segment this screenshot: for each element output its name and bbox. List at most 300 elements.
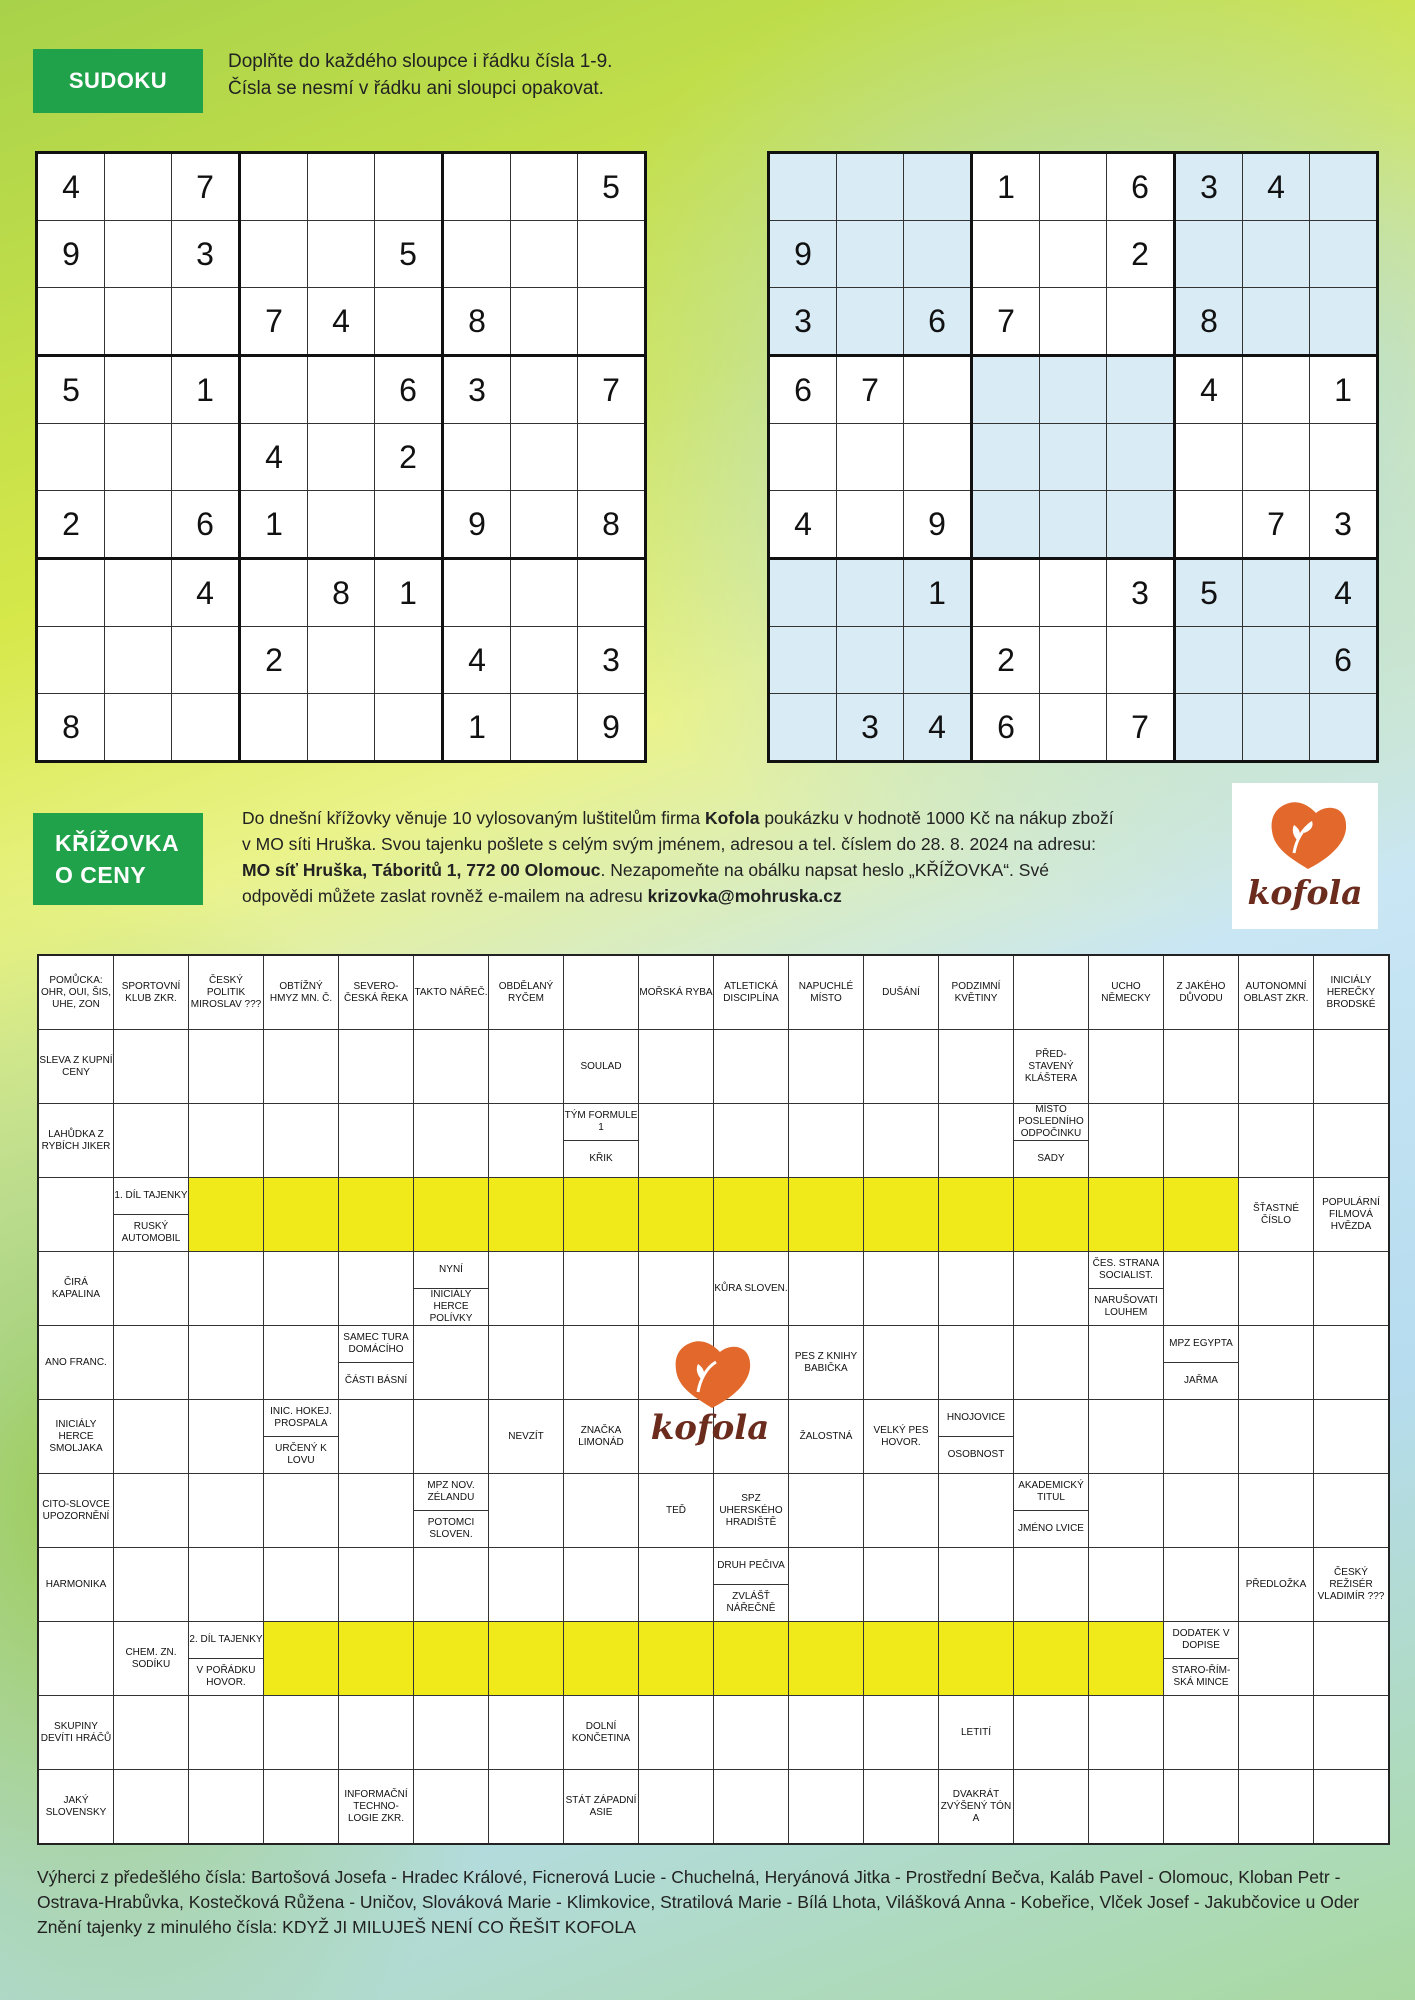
info-email[interactable]: krizovka@mohruska.cz	[647, 886, 842, 906]
sudoku-cell[interactable]	[1310, 424, 1378, 491]
sudoku-cell[interactable]	[1040, 356, 1107, 424]
sudoku-cell[interactable]: 4	[443, 627, 511, 694]
solution-cell[interactable]	[414, 1178, 489, 1252]
answer-cell[interactable]	[1089, 1104, 1164, 1178]
answer-cell[interactable]	[189, 1696, 264, 1770]
answer-cell[interactable]	[639, 1548, 714, 1622]
answer-cell[interactable]	[789, 1696, 864, 1770]
answer-cell[interactable]	[1314, 1474, 1390, 1548]
sudoku-cell[interactable]: 6	[904, 288, 972, 356]
sudoku-cell[interactable]	[105, 288, 172, 356]
answer-cell[interactable]	[639, 1770, 714, 1845]
answer-cell[interactable]	[939, 1474, 1014, 1548]
answer-cell[interactable]	[114, 1326, 189, 1400]
sudoku-cell[interactable]	[240, 221, 308, 288]
answer-cell[interactable]	[1014, 1548, 1089, 1622]
sudoku-cell[interactable]: 4	[37, 153, 105, 221]
sudoku-cell[interactable]	[904, 356, 972, 424]
answer-cell[interactable]	[1239, 1326, 1314, 1400]
answer-cell[interactable]	[1164, 1548, 1239, 1622]
sudoku-cell[interactable]: 7	[240, 288, 308, 356]
solution-cell[interactable]	[939, 1622, 1014, 1696]
answer-cell[interactable]	[264, 1474, 339, 1548]
answer-cell[interactable]	[339, 1030, 414, 1104]
answer-cell[interactable]	[414, 1548, 489, 1622]
sudoku-cell[interactable]	[972, 424, 1040, 491]
answer-cell[interactable]	[714, 1770, 789, 1845]
sudoku-cell[interactable]	[375, 694, 443, 762]
sudoku-cell[interactable]	[837, 424, 904, 491]
answer-cell[interactable]	[189, 1326, 264, 1400]
sudoku-cell[interactable]	[172, 288, 240, 356]
sudoku-cell[interactable]: 7	[837, 356, 904, 424]
sudoku-cell[interactable]	[1243, 356, 1310, 424]
sudoku-cell[interactable]	[443, 424, 511, 491]
sudoku-cell[interactable]	[904, 153, 972, 221]
sudoku-cell[interactable]	[443, 221, 511, 288]
sudoku-cell[interactable]: 6	[375, 356, 443, 424]
answer-cell[interactable]	[864, 1252, 939, 1326]
sudoku-cell[interactable]: 8	[578, 491, 646, 559]
sudoku-cell[interactable]: 9	[904, 491, 972, 559]
answer-cell[interactable]	[1314, 1770, 1390, 1845]
sudoku-cell[interactable]: 8	[308, 559, 375, 627]
sudoku-cell[interactable]	[37, 559, 105, 627]
answer-cell[interactable]	[489, 1326, 564, 1400]
answer-cell[interactable]	[1089, 1326, 1164, 1400]
sudoku-cell[interactable]	[511, 356, 578, 424]
sudoku-cell[interactable]	[837, 491, 904, 559]
sudoku-cell[interactable]	[904, 221, 972, 288]
answer-cell[interactable]	[789, 1548, 864, 1622]
answer-cell[interactable]	[864, 1548, 939, 1622]
sudoku-cell[interactable]	[1107, 627, 1175, 694]
sudoku-cell[interactable]: 2	[1107, 221, 1175, 288]
answer-cell[interactable]	[38, 1622, 114, 1696]
sudoku-cell[interactable]: 3	[1175, 153, 1243, 221]
answer-cell[interactable]	[414, 1770, 489, 1845]
answer-cell[interactable]	[564, 1326, 639, 1400]
sudoku-cell[interactable]	[443, 153, 511, 221]
answer-cell[interactable]	[489, 1474, 564, 1548]
sudoku-cell[interactable]	[972, 356, 1040, 424]
sudoku-cell[interactable]	[1310, 288, 1378, 356]
sudoku-cell[interactable]	[105, 424, 172, 491]
sudoku-cell[interactable]: 7	[972, 288, 1040, 356]
sudoku-cell[interactable]	[511, 153, 578, 221]
answer-cell[interactable]	[38, 1178, 114, 1252]
sudoku-cell[interactable]	[37, 288, 105, 356]
sudoku-cell[interactable]	[511, 221, 578, 288]
sudoku-cell[interactable]	[578, 424, 646, 491]
solution-cell[interactable]	[1089, 1622, 1164, 1696]
sudoku-cell[interactable]	[1243, 559, 1310, 627]
solution-cell[interactable]	[639, 1622, 714, 1696]
answer-cell[interactable]	[1014, 1252, 1089, 1326]
sudoku-cell[interactable]: 6	[172, 491, 240, 559]
answer-cell[interactable]	[189, 1770, 264, 1845]
sudoku-cell[interactable]	[1107, 491, 1175, 559]
solution-cell[interactable]	[789, 1622, 864, 1696]
answer-cell[interactable]	[639, 1030, 714, 1104]
answer-cell[interactable]	[114, 1104, 189, 1178]
sudoku-cell[interactable]	[769, 627, 837, 694]
answer-cell[interactable]	[1314, 1252, 1390, 1326]
answer-cell[interactable]	[414, 1400, 489, 1474]
sudoku-cell[interactable]: 5	[375, 221, 443, 288]
answer-cell[interactable]	[264, 1548, 339, 1622]
sudoku-cell[interactable]	[240, 559, 308, 627]
sudoku-cell[interactable]: 5	[1175, 559, 1243, 627]
answer-cell[interactable]	[1239, 1770, 1314, 1845]
answer-cell[interactable]	[414, 1696, 489, 1770]
answer-cell[interactable]	[1314, 1104, 1390, 1178]
answer-cell[interactable]	[1014, 955, 1089, 1030]
answer-cell[interactable]	[114, 1030, 189, 1104]
sudoku-cell[interactable]	[1310, 694, 1378, 762]
sudoku-cell[interactable]	[375, 153, 443, 221]
answer-cell[interactable]	[1239, 1104, 1314, 1178]
answer-cell[interactable]	[1014, 1400, 1089, 1474]
answer-cell[interactable]	[264, 1104, 339, 1178]
answer-cell[interactable]	[1089, 1030, 1164, 1104]
sudoku-cell[interactable]	[1175, 491, 1243, 559]
answer-cell[interactable]	[264, 1326, 339, 1400]
sudoku-cell[interactable]: 7	[172, 153, 240, 221]
answer-cell[interactable]	[1164, 1770, 1239, 1845]
answer-cell[interactable]	[639, 1104, 714, 1178]
sudoku-cell[interactable]	[1310, 221, 1378, 288]
answer-cell[interactable]	[789, 1474, 864, 1548]
answer-cell[interactable]	[639, 1696, 714, 1770]
solution-cell[interactable]	[639, 1178, 714, 1252]
sudoku-cell[interactable]	[1040, 153, 1107, 221]
sudoku-cell[interactable]	[1040, 288, 1107, 356]
answer-cell[interactable]	[939, 1030, 1014, 1104]
sudoku-cell[interactable]	[511, 491, 578, 559]
answer-cell[interactable]	[714, 1030, 789, 1104]
answer-cell[interactable]	[489, 1548, 564, 1622]
sudoku-cell[interactable]	[1243, 627, 1310, 694]
answer-cell[interactable]	[789, 1252, 864, 1326]
sudoku-cell[interactable]	[1040, 559, 1107, 627]
sudoku-cell[interactable]	[308, 491, 375, 559]
sudoku-cell[interactable]: 5	[578, 153, 646, 221]
sudoku-cell[interactable]	[972, 559, 1040, 627]
sudoku-cell[interactable]	[240, 356, 308, 424]
sudoku-cell[interactable]: 1	[240, 491, 308, 559]
answer-cell[interactable]	[114, 1252, 189, 1326]
sudoku-cell[interactable]	[1107, 288, 1175, 356]
sudoku-cell[interactable]	[837, 153, 904, 221]
answer-cell[interactable]	[414, 1030, 489, 1104]
answer-cell[interactable]	[264, 1770, 339, 1845]
sudoku-grid-2[interactable]	[767, 151, 1379, 763]
answer-cell[interactable]	[1164, 1696, 1239, 1770]
sudoku-cell[interactable]	[1040, 491, 1107, 559]
solution-cell[interactable]	[789, 1178, 864, 1252]
sudoku-cell[interactable]	[578, 288, 646, 356]
answer-cell[interactable]	[939, 1326, 1014, 1400]
sudoku-cell[interactable]	[308, 424, 375, 491]
answer-cell[interactable]	[339, 1400, 414, 1474]
answer-cell[interactable]	[189, 1252, 264, 1326]
sudoku-cell[interactable]	[308, 694, 375, 762]
solution-cell[interactable]	[564, 1622, 639, 1696]
sudoku-cell[interactable]: 6	[972, 694, 1040, 762]
sudoku-cell[interactable]: 6	[1310, 627, 1378, 694]
sudoku-cell[interactable]	[105, 627, 172, 694]
sudoku-cell[interactable]: 2	[240, 627, 308, 694]
answer-cell[interactable]	[189, 1474, 264, 1548]
sudoku-cell[interactable]	[1310, 153, 1378, 221]
answer-cell[interactable]	[489, 1030, 564, 1104]
answer-cell[interactable]	[489, 1252, 564, 1326]
answer-cell[interactable]	[114, 1400, 189, 1474]
sudoku-cell[interactable]	[1107, 356, 1175, 424]
sudoku-cell[interactable]	[578, 559, 646, 627]
answer-cell[interactable]	[189, 1030, 264, 1104]
sudoku-cell[interactable]: 5	[37, 356, 105, 424]
answer-cell[interactable]	[1239, 1252, 1314, 1326]
sudoku-cell[interactable]	[1243, 694, 1310, 762]
sudoku-cell[interactable]: 4	[904, 694, 972, 762]
sudoku-cell[interactable]	[904, 627, 972, 694]
sudoku-cell[interactable]	[105, 356, 172, 424]
answer-cell[interactable]	[864, 1326, 939, 1400]
answer-cell[interactable]	[864, 1696, 939, 1770]
sudoku-cell[interactable]	[769, 424, 837, 491]
sudoku-cell[interactable]: 9	[769, 221, 837, 288]
sudoku-cell[interactable]	[1243, 221, 1310, 288]
sudoku-cell[interactable]: 4	[240, 424, 308, 491]
sudoku-cell[interactable]: 3	[837, 694, 904, 762]
solution-cell[interactable]	[189, 1178, 264, 1252]
answer-cell[interactable]	[1014, 1770, 1089, 1845]
answer-cell[interactable]	[339, 1104, 414, 1178]
sudoku-cell[interactable]	[1243, 288, 1310, 356]
sudoku-cell[interactable]	[240, 694, 308, 762]
solution-cell[interactable]	[489, 1622, 564, 1696]
answer-cell[interactable]	[1164, 1104, 1239, 1178]
solution-cell[interactable]	[1164, 1178, 1239, 1252]
solution-cell[interactable]	[1014, 1178, 1089, 1252]
answer-cell[interactable]	[714, 1696, 789, 1770]
answer-cell[interactable]	[939, 1104, 1014, 1178]
solution-cell[interactable]	[1089, 1178, 1164, 1252]
sudoku-cell[interactable]	[1175, 221, 1243, 288]
sudoku-cell[interactable]: 2	[375, 424, 443, 491]
answer-cell[interactable]	[489, 1696, 564, 1770]
sudoku-cell[interactable]: 2	[972, 627, 1040, 694]
answer-cell[interactable]	[1164, 1252, 1239, 1326]
sudoku-cell[interactable]	[511, 424, 578, 491]
answer-cell[interactable]	[864, 1474, 939, 1548]
sudoku-cell[interactable]	[375, 627, 443, 694]
answer-cell[interactable]	[639, 1252, 714, 1326]
sudoku-cell[interactable]: 8	[443, 288, 511, 356]
sudoku-cell[interactable]	[37, 424, 105, 491]
solution-cell[interactable]	[714, 1622, 789, 1696]
solution-cell[interactable]	[339, 1622, 414, 1696]
answer-cell[interactable]	[789, 1104, 864, 1178]
sudoku-cell[interactable]: 4	[1243, 153, 1310, 221]
answer-cell[interactable]	[1089, 1770, 1164, 1845]
sudoku-cell[interactable]	[443, 559, 511, 627]
solution-cell[interactable]	[489, 1178, 564, 1252]
answer-cell[interactable]	[1314, 1030, 1390, 1104]
answer-cell[interactable]	[1239, 1696, 1314, 1770]
sudoku-cell[interactable]: 1	[443, 694, 511, 762]
sudoku-cell[interactable]	[172, 424, 240, 491]
answer-cell[interactable]	[1089, 1400, 1164, 1474]
sudoku-cell[interactable]	[375, 288, 443, 356]
answer-cell[interactable]	[264, 1252, 339, 1326]
solution-cell[interactable]	[864, 1622, 939, 1696]
solution-cell[interactable]	[1014, 1622, 1089, 1696]
sudoku-cell[interactable]: 8	[1175, 288, 1243, 356]
sudoku-cell[interactable]	[105, 491, 172, 559]
sudoku-cell[interactable]: 7	[578, 356, 646, 424]
solution-cell[interactable]	[264, 1622, 339, 1696]
solution-cell[interactable]	[714, 1178, 789, 1252]
sudoku-cell[interactable]	[769, 694, 837, 762]
answer-cell[interactable]	[939, 1252, 1014, 1326]
answer-cell[interactable]	[1164, 1400, 1239, 1474]
sudoku-grid-1[interactable]	[35, 151, 647, 763]
sudoku-cell[interactable]	[769, 153, 837, 221]
sudoku-cell[interactable]: 3	[1107, 559, 1175, 627]
answer-cell[interactable]	[939, 1548, 1014, 1622]
sudoku-cell[interactable]: 1	[375, 559, 443, 627]
sudoku-cell[interactable]: 3	[769, 288, 837, 356]
answer-cell[interactable]	[564, 1548, 639, 1622]
sudoku-cell[interactable]: 6	[1107, 153, 1175, 221]
sudoku-cell[interactable]	[837, 288, 904, 356]
sudoku-cell[interactable]	[837, 559, 904, 627]
sudoku-cell[interactable]	[837, 221, 904, 288]
sudoku-cell[interactable]: 1	[972, 153, 1040, 221]
sudoku-cell[interactable]: 1	[172, 356, 240, 424]
sudoku-cell[interactable]	[1040, 627, 1107, 694]
sudoku-cell[interactable]	[904, 424, 972, 491]
sudoku-cell[interactable]: 4	[308, 288, 375, 356]
sudoku-cell[interactable]: 8	[37, 694, 105, 762]
answer-cell[interactable]	[1089, 1696, 1164, 1770]
answer-cell[interactable]	[1239, 1474, 1314, 1548]
answer-cell[interactable]	[189, 1104, 264, 1178]
sudoku-cell[interactable]	[308, 627, 375, 694]
answer-cell[interactable]	[189, 1548, 264, 1622]
answer-cell[interactable]	[1314, 1326, 1390, 1400]
sudoku-cell[interactable]: 6	[769, 356, 837, 424]
sudoku-cell[interactable]	[578, 221, 646, 288]
sudoku-cell[interactable]: 4	[1175, 356, 1243, 424]
answer-cell[interactable]	[339, 1696, 414, 1770]
answer-cell[interactable]	[864, 1104, 939, 1178]
answer-cell[interactable]	[1314, 1400, 1390, 1474]
answer-cell[interactable]	[489, 1770, 564, 1845]
sudoku-cell[interactable]	[1040, 424, 1107, 491]
sudoku-cell[interactable]: 9	[578, 694, 646, 762]
sudoku-cell[interactable]	[105, 153, 172, 221]
answer-cell[interactable]	[114, 1770, 189, 1845]
answer-cell[interactable]	[789, 1770, 864, 1845]
answer-cell[interactable]	[1314, 1622, 1390, 1696]
answer-cell[interactable]	[864, 1030, 939, 1104]
answer-cell[interactable]	[564, 1474, 639, 1548]
sudoku-cell[interactable]: 3	[443, 356, 511, 424]
sudoku-cell[interactable]	[308, 153, 375, 221]
answer-cell[interactable]	[489, 1104, 564, 1178]
sudoku-cell[interactable]	[240, 153, 308, 221]
sudoku-cell[interactable]	[1175, 694, 1243, 762]
answer-cell[interactable]	[114, 1474, 189, 1548]
answer-cell[interactable]	[1089, 1474, 1164, 1548]
sudoku-cell[interactable]: 1	[904, 559, 972, 627]
sudoku-cell[interactable]	[105, 221, 172, 288]
sudoku-cell[interactable]: 4	[172, 559, 240, 627]
answer-cell[interactable]	[1089, 1548, 1164, 1622]
sudoku-cell[interactable]	[375, 491, 443, 559]
answer-cell[interactable]	[864, 1770, 939, 1845]
sudoku-cell[interactable]: 7	[1243, 491, 1310, 559]
answer-cell[interactable]	[1239, 1622, 1314, 1696]
sudoku-cell[interactable]	[1107, 424, 1175, 491]
sudoku-cell[interactable]	[1175, 627, 1243, 694]
sudoku-cell[interactable]	[511, 288, 578, 356]
sudoku-cell[interactable]: 9	[443, 491, 511, 559]
answer-cell[interactable]	[114, 1548, 189, 1622]
answer-cell[interactable]	[1239, 1400, 1314, 1474]
sudoku-cell[interactable]: 3	[1310, 491, 1378, 559]
sudoku-cell[interactable]	[837, 627, 904, 694]
sudoku-cell[interactable]	[1175, 424, 1243, 491]
answer-cell[interactable]	[414, 1104, 489, 1178]
answer-cell[interactable]	[339, 1252, 414, 1326]
answer-cell[interactable]	[1164, 1474, 1239, 1548]
answer-cell[interactable]	[714, 1104, 789, 1178]
sudoku-cell[interactable]	[511, 694, 578, 762]
answer-cell[interactable]	[414, 1326, 489, 1400]
solution-cell[interactable]	[264, 1178, 339, 1252]
sudoku-cell[interactable]: 4	[769, 491, 837, 559]
sudoku-cell[interactable]: 2	[37, 491, 105, 559]
solution-cell[interactable]	[939, 1178, 1014, 1252]
sudoku-cell[interactable]	[37, 627, 105, 694]
sudoku-cell[interactable]: 4	[1310, 559, 1378, 627]
answer-cell[interactable]	[264, 1696, 339, 1770]
sudoku-cell[interactable]	[308, 356, 375, 424]
answer-cell[interactable]	[339, 1474, 414, 1548]
sudoku-cell[interactable]: 7	[1107, 694, 1175, 762]
sudoku-cell[interactable]	[105, 559, 172, 627]
sudoku-cell[interactable]	[1040, 694, 1107, 762]
sudoku-cell[interactable]	[769, 559, 837, 627]
solution-cell[interactable]	[414, 1622, 489, 1696]
answer-cell[interactable]	[339, 1548, 414, 1622]
sudoku-cell[interactable]	[1040, 221, 1107, 288]
sudoku-cell[interactable]	[172, 694, 240, 762]
answer-cell[interactable]	[564, 1252, 639, 1326]
answer-cell[interactable]	[1239, 1030, 1314, 1104]
answer-cell[interactable]	[114, 1696, 189, 1770]
answer-cell[interactable]	[789, 1030, 864, 1104]
answer-cell[interactable]	[1014, 1326, 1089, 1400]
answer-cell[interactable]	[1164, 1030, 1239, 1104]
answer-cell[interactable]	[264, 1030, 339, 1104]
sudoku-cell[interactable]	[511, 627, 578, 694]
